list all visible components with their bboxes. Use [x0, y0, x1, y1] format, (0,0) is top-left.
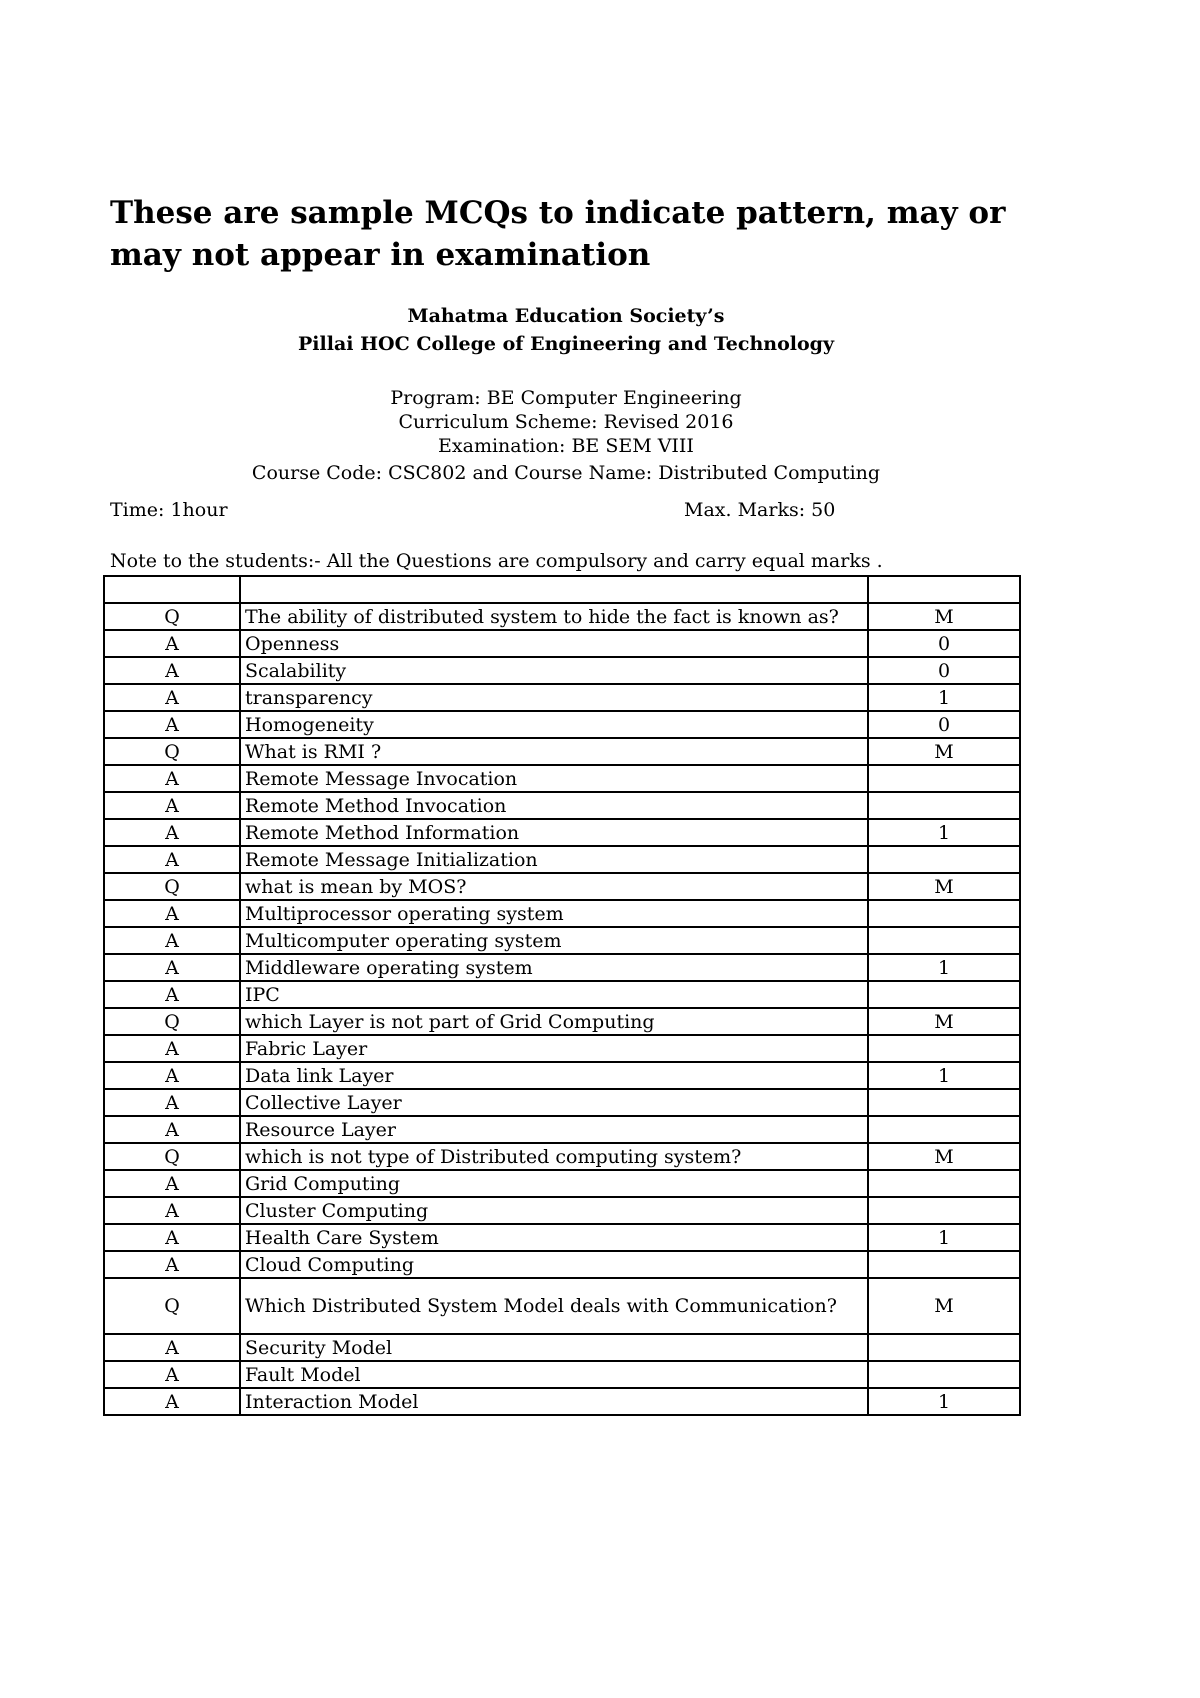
mark-cell: M: [868, 1143, 1020, 1170]
row-type-cell: Q: [104, 873, 240, 900]
row-type-cell: A: [104, 927, 240, 954]
mark-cell: M: [868, 873, 1020, 900]
row-type-cell: A: [104, 711, 240, 738]
mark-cell: [868, 846, 1020, 873]
scheme-line: Curriculum Scheme: Revised 2016: [398, 411, 734, 433]
answer-row: [104, 1062, 1020, 1089]
question-text-cell: what is mean by MOS?: [240, 873, 868, 900]
page-title: These are sample MCQs to indicate pattern, may or may not appear in examination: [110, 195, 1006, 273]
answer-text-cell: Interaction Model: [240, 1388, 868, 1415]
answer-row: [104, 1197, 1020, 1224]
answer-text-cell: Security Model: [240, 1334, 868, 1361]
answer-row: [104, 765, 1020, 792]
mcq-table-body: [104, 576, 1020, 1415]
answer-text-cell: Remote Message Initialization: [240, 846, 868, 873]
answer-row: [104, 630, 1020, 657]
mark-cell: 1: [868, 819, 1020, 846]
mark-cell: [868, 1197, 1020, 1224]
mark-cell: [868, 1334, 1020, 1361]
question-text-cell: The ability of distributed system to hide the fact is known as?: [240, 603, 868, 630]
college-name: Pillai HOC College of Engineering and Technology: [298, 333, 834, 355]
mark-cell: [868, 1251, 1020, 1278]
row-type-cell: A: [104, 630, 240, 657]
answer-row: [104, 1170, 1020, 1197]
row-type-cell: Q: [104, 603, 240, 630]
header-cell-mark: [868, 576, 1020, 603]
mark-cell: 1: [868, 954, 1020, 981]
answer-text-cell: Cloud Computing: [240, 1251, 868, 1278]
answer-row: [104, 1388, 1020, 1415]
answer-text-cell: Openness: [240, 630, 868, 657]
mark-cell: [868, 981, 1020, 1008]
mark-cell: [868, 1170, 1020, 1197]
row-type-cell: A: [104, 981, 240, 1008]
mark-cell: [868, 792, 1020, 819]
row-type-cell: A: [104, 954, 240, 981]
question-row: [104, 603, 1020, 630]
answer-row: [104, 819, 1020, 846]
mark-cell: M: [868, 603, 1020, 630]
answer-row: [104, 792, 1020, 819]
answer-row: [104, 684, 1020, 711]
answer-row: [104, 1035, 1020, 1062]
row-type-cell: A: [104, 1035, 240, 1062]
answer-text-cell: Fabric Layer: [240, 1035, 868, 1062]
mark-cell: 0: [868, 657, 1020, 684]
mark-cell: 1: [868, 1224, 1020, 1251]
question-row: [104, 738, 1020, 765]
row-type-cell: A: [104, 765, 240, 792]
row-type-cell: A: [104, 1170, 240, 1197]
answer-text-cell: Fault Model: [240, 1361, 868, 1388]
mark-cell: [868, 1361, 1020, 1388]
mark-cell: [868, 1089, 1020, 1116]
row-type-cell: Q: [104, 1008, 240, 1035]
row-type-cell: A: [104, 1062, 240, 1089]
answer-text-cell: Cluster Computing: [240, 1197, 868, 1224]
answer-text-cell: Health Care System: [240, 1224, 868, 1251]
answer-text-cell: Remote Method Invocation: [240, 792, 868, 819]
mcq-table: [103, 575, 1021, 1416]
answer-text-cell: IPC: [240, 981, 868, 1008]
mark-cell: [868, 1116, 1020, 1143]
answer-text-cell: Resource Layer: [240, 1116, 868, 1143]
row-type-cell: A: [104, 1224, 240, 1251]
max-marks-label: Max. Marks: 50: [684, 499, 836, 521]
answer-row: [104, 1089, 1020, 1116]
question-row: [104, 1143, 1020, 1170]
answer-row: [104, 1251, 1020, 1278]
question-text-cell: Which Distributed System Model deals with Communication?: [240, 1278, 868, 1334]
mark-cell: [868, 1035, 1020, 1062]
answer-row: [104, 846, 1020, 873]
header-cell-type: [104, 576, 240, 603]
answer-row: [104, 657, 1020, 684]
answer-text-cell: Data link Layer: [240, 1062, 868, 1089]
mark-cell: 0: [868, 630, 1020, 657]
course-line: Course Code: CSC802 and Course Name: Distributed Computing: [251, 462, 881, 484]
answer-text-cell: Grid Computing: [240, 1170, 868, 1197]
mark-cell: [868, 765, 1020, 792]
row-type-cell: A: [104, 792, 240, 819]
mark-cell: M: [868, 1278, 1020, 1334]
answer-row: [104, 900, 1020, 927]
row-type-cell: A: [104, 819, 240, 846]
question-text-cell: What is RMI ?: [240, 738, 868, 765]
row-type-cell: A: [104, 657, 240, 684]
row-type-cell: A: [104, 1089, 240, 1116]
answer-text-cell: Multicomputer operating system: [240, 927, 868, 954]
row-type-cell: Q: [104, 1278, 240, 1334]
mark-cell: 1: [868, 1062, 1020, 1089]
answer-text-cell: Remote Method Information: [240, 819, 868, 846]
row-type-cell: A: [104, 1388, 240, 1415]
row-type-cell: A: [104, 1251, 240, 1278]
answer-text-cell: transparency: [240, 684, 868, 711]
row-type-cell: A: [104, 900, 240, 927]
time-label: Time: 1hour: [110, 499, 228, 521]
table-header-row: [104, 576, 1020, 603]
program-line: Program: BE Computer Engineering: [390, 387, 742, 409]
answer-row: [104, 927, 1020, 954]
answer-row: [104, 981, 1020, 1008]
mark-cell: 1: [868, 684, 1020, 711]
row-type-cell: A: [104, 684, 240, 711]
row-type-cell: Q: [104, 738, 240, 765]
student-note: Note to the students:- All the Questions are compulsory and carry equal marks .: [110, 550, 883, 572]
society-name: Mahatma Education Society’s: [407, 305, 725, 327]
row-type-cell: A: [104, 1334, 240, 1361]
examination-line: Examination: BE SEM VIII: [438, 435, 694, 457]
header-cell-text: [240, 576, 868, 603]
row-type-cell: A: [104, 1197, 240, 1224]
mark-cell: M: [868, 1008, 1020, 1035]
answer-text-cell: Multiprocessor operating system: [240, 900, 868, 927]
mark-cell: 0: [868, 711, 1020, 738]
question-text-cell: which is not type of Distributed computing system?: [240, 1143, 868, 1170]
question-row: [104, 1278, 1020, 1334]
mark-cell: [868, 900, 1020, 927]
question-row: [104, 873, 1020, 900]
answer-row: [104, 954, 1020, 981]
question-row: [104, 1008, 1020, 1035]
answer-row: [104, 1361, 1020, 1388]
row-type-cell: A: [104, 1116, 240, 1143]
row-type-cell: A: [104, 1361, 240, 1388]
answer-text-cell: Homogeneity: [240, 711, 868, 738]
answer-row: [104, 1224, 1020, 1251]
answer-row: [104, 1334, 1020, 1361]
row-type-cell: Q: [104, 1143, 240, 1170]
row-type-cell: A: [104, 846, 240, 873]
answer-row: [104, 1116, 1020, 1143]
mark-cell: [868, 927, 1020, 954]
answer-row: [104, 711, 1020, 738]
answer-text-cell: Middleware operating system: [240, 954, 868, 981]
answer-text-cell: Remote Message Invocation: [240, 765, 868, 792]
question-text-cell: which Layer is not part of Grid Computing: [240, 1008, 868, 1035]
answer-text-cell: Collective Layer: [240, 1089, 868, 1116]
answer-text-cell: Scalability: [240, 657, 868, 684]
mark-cell: M: [868, 738, 1020, 765]
mark-cell: 1: [868, 1388, 1020, 1415]
